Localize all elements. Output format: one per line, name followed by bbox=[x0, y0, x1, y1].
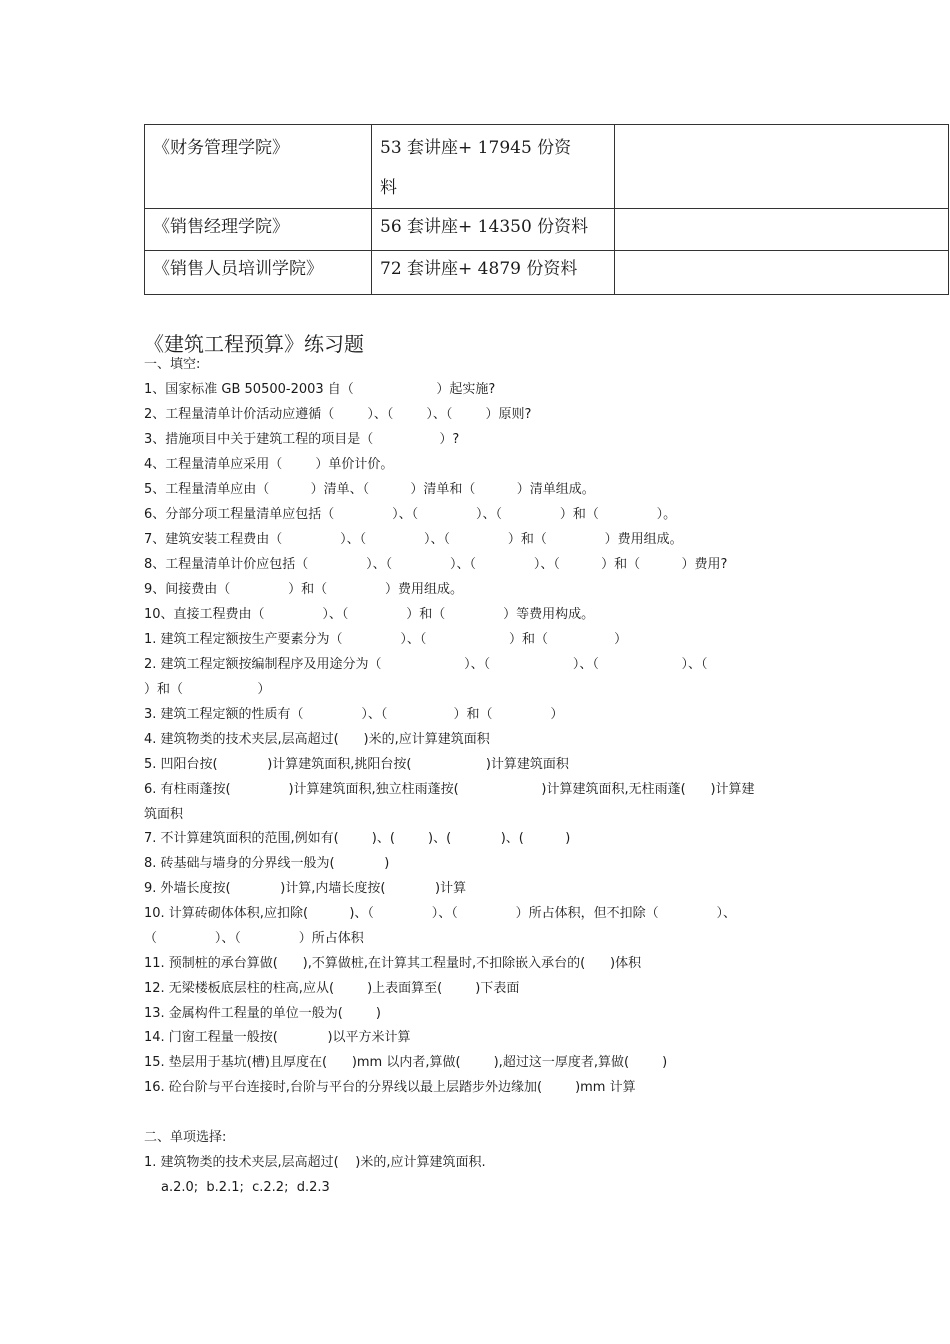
table-cell-content bbox=[372, 125, 615, 209]
table-row bbox=[145, 251, 949, 295]
exercise-title: 《建筑工程预算》练习题 bbox=[144, 332, 364, 356]
question-line: 6、分部分项工程量清单应包括（ ）、（ ）、（ ）和（ ）。 bbox=[144, 507, 677, 522]
question-line: 7、建筑安装工程费由（ ）、（ ）、（ ）和（ ）费用组成。 bbox=[144, 532, 683, 547]
question-line: 10、直接工程费由（ ）、（ ）和（ ）等费用构成。 bbox=[144, 607, 595, 622]
question-line: 1. 建筑物类的技术夹层,层高超过( )米的,应计算建筑面积. bbox=[144, 1155, 486, 1170]
question-line: 4. 建筑物类的技术夹层,层高超过( )米的,应计算建筑面积 bbox=[144, 732, 490, 747]
table-row bbox=[145, 209, 949, 251]
table-row bbox=[145, 125, 949, 209]
cell-text-line: 料 bbox=[380, 178, 397, 198]
cell-text-line: 53 套讲座+ 17945 份资 bbox=[380, 138, 572, 158]
question-line: 2、工程量清单计价活动应遵循（ ）、（ ）、（ ）原则? bbox=[144, 407, 532, 422]
question-line: 13. 金属构件工程量的单位一般为( ) bbox=[144, 1006, 382, 1021]
answer-options: a.2.0; b.2.1; c.2.2; d.2.3 bbox=[161, 1180, 330, 1195]
question-line: 10. 计算砖砌体体积,应扣除( )、（ ）、（ ）所占体积，但不扣除（ ）、 bbox=[144, 906, 736, 921]
table-cell-name: 《财务管理学院》 bbox=[145, 125, 372, 209]
table-cell-empty bbox=[615, 125, 949, 209]
question-line: 3. 建筑工程定额的性质有（ ）、（ ）和（ ） bbox=[144, 707, 564, 722]
table-cell-empty bbox=[615, 251, 949, 295]
table-cell-empty bbox=[615, 209, 949, 251]
section-heading: 二、单项选择: bbox=[144, 1130, 227, 1145]
question-line: 12. 无梁楼板底层柱的柱高,应从( )上表面算至( )下表面 bbox=[144, 981, 520, 996]
question-line: 9. 外墙长度按( )计算,内墙长度按( )计算 bbox=[144, 881, 467, 896]
question-line: （ ）、（ ）所占体积 bbox=[144, 931, 364, 946]
question-line: 2. 建筑工程定额按编制程序及用途分为（ ）、（ ）、（ ）、（ bbox=[144, 657, 708, 672]
section-heading: 一、填空: bbox=[144, 357, 201, 372]
question-line: 7. 不计算建筑面积的范围,例如有( )、( )、( )、( ) bbox=[144, 831, 571, 846]
question-line: 筑面积 bbox=[144, 807, 184, 822]
table-cell-name: 《销售经理学院》 bbox=[145, 209, 372, 251]
question-line: 5. 凹阳台按( )计算建筑面积,挑阳台按( )计算建筑面积 bbox=[144, 757, 569, 772]
question-line: 14. 门窗工程量一般按( )以平方米计算 bbox=[144, 1030, 411, 1045]
question-line: 6. 有柱雨蓬按( )计算建筑面积,独立柱雨蓬按( )计算建筑面积,无柱雨蓬( )计算建 bbox=[144, 782, 755, 797]
question-line: 4、工程量清单应采用（ ）单价计价。 bbox=[144, 457, 394, 472]
question-line: 8. 砖基础与墙身的分界线一般为( ) bbox=[144, 856, 390, 871]
question-line: 16. 砼台阶与平台连接时,台阶与平台的分界线以最上层踏步外边缘加( )mm 计算 bbox=[144, 1080, 636, 1095]
resource-table bbox=[144, 124, 949, 295]
table-cell-content: 56 套讲座+ 14350 份资料 bbox=[372, 209, 615, 251]
question-line: 11. 预制桩的承台算做( ),不算做桩,在计算其工程量时,不扣除嵌入承台的( )体积 bbox=[144, 956, 642, 971]
question-line: 3、措施项目中关于建筑工程的项目是（ ）? bbox=[144, 432, 460, 447]
question-line: 9、间接费由（ ）和（ ）费用组成。 bbox=[144, 582, 463, 597]
question-line: 15. 垫层用于基坑(槽)且厚度在( )mm 以内者,算做( ),超过这一厚度者,算做( ) bbox=[144, 1055, 668, 1070]
table-cell-content: 72 套讲座+ 4879 份资料 bbox=[372, 251, 615, 295]
question-line: 1、国家标准 GB 50500-2003 自（ ）起实施? bbox=[144, 382, 496, 397]
question-line: 5、工程量清单应由（ ）清单、（ ）清单和（ ）清单组成。 bbox=[144, 482, 595, 497]
table-cell-name: 《销售人员培训学院》 bbox=[145, 251, 372, 295]
question-line: ）和（ ） bbox=[144, 682, 271, 697]
question-line: 1. 建筑工程定额按生产要素分为（ ）、（ ）和（ ） bbox=[144, 632, 628, 647]
question-line: 8、工程量清单计价应包括（ ）、（ ）、（ ）、（ ）和（ ）费用? bbox=[144, 557, 728, 572]
